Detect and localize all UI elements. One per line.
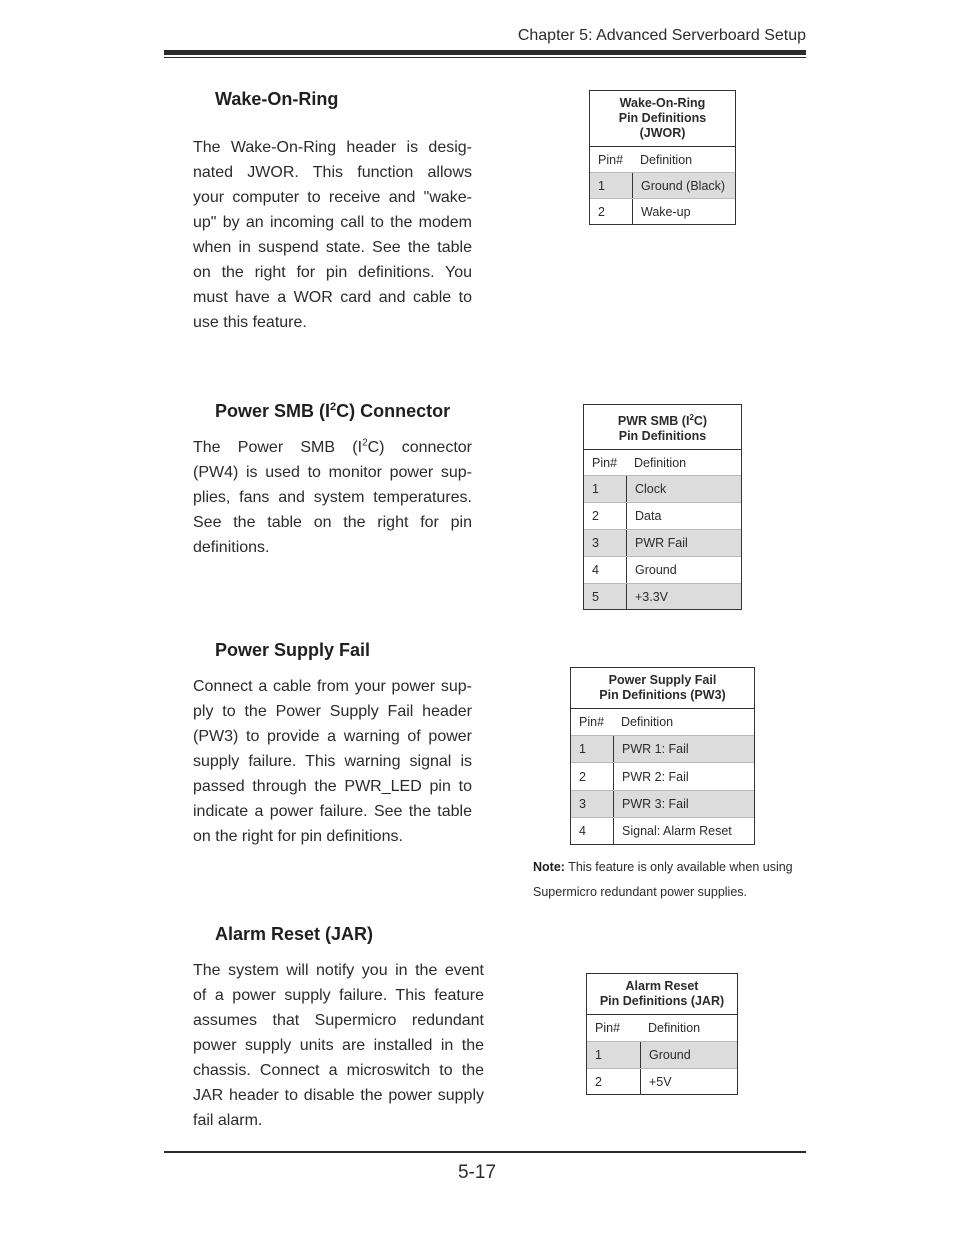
table-title-line: Pin Definitions xyxy=(618,111,707,125)
table-row xyxy=(584,475,741,502)
section-body-power-smb xyxy=(193,435,472,560)
body-line: The Wake-On-Ring header is desig- xyxy=(193,139,472,156)
pin-number: 3 xyxy=(592,536,599,551)
section-title-wake-on-ring: Wake-On-Ring xyxy=(215,89,339,109)
note-redundant-power xyxy=(533,855,823,905)
col-header-definition: Definition xyxy=(648,1021,701,1035)
body-part: The Power SMB (I xyxy=(193,439,363,456)
pin-definition: Ground (Black) xyxy=(632,173,725,198)
pin-number: 5 xyxy=(592,589,599,604)
body-line: chassis. Connect a microswitch to the xyxy=(193,1062,484,1079)
body-line: passed through the PWR_LED pin to xyxy=(193,778,472,795)
table-title-line: Pin Definitions xyxy=(618,429,707,444)
body-line: when in suspend state. See the table xyxy=(193,239,472,256)
page-number: 5-17 xyxy=(457,1162,497,1183)
pin-definition: Clock xyxy=(626,476,666,502)
pin-number: 4 xyxy=(579,824,586,838)
pin-number: 2 xyxy=(592,509,599,524)
table-title-line: Wake-On-Ring xyxy=(619,96,706,110)
body-line: nated JWOR. This function allows xyxy=(193,164,472,181)
table-row xyxy=(571,762,754,790)
table-row xyxy=(571,790,754,817)
body-line: (PW4) is used to monitor power sup- xyxy=(193,464,472,481)
table-row xyxy=(584,529,741,556)
body-line: JAR header to disable the power supply xyxy=(193,1087,484,1104)
header-rule-thick xyxy=(164,50,806,55)
table-row xyxy=(590,198,735,224)
pin-definition: Wake-up xyxy=(632,199,691,224)
body-line: power supply units are installed in the xyxy=(193,1037,484,1054)
table-title-line: Pin Definitions (JAR) xyxy=(599,994,725,1008)
body-line: Connect a cable from your power sup- xyxy=(193,678,472,695)
pin-table-jar xyxy=(586,973,738,1095)
section-title-power-supply-fail: Power Supply Fail xyxy=(215,640,371,660)
table-row xyxy=(587,1041,737,1068)
body-line: (PW3) to provide a warning of power xyxy=(193,728,472,745)
table-header-row xyxy=(587,1015,737,1041)
body-line: plies, fans and system temperatures. xyxy=(193,489,472,506)
body-line: The system will notify you in the event xyxy=(193,962,484,979)
table-row xyxy=(584,556,741,583)
pin-definition: PWR 2: Fail xyxy=(613,763,689,790)
body-line: on the right for pin definitions. You xyxy=(193,264,472,281)
title-part: Power SMB (I xyxy=(215,401,331,421)
col-header-pin: Pin# xyxy=(592,455,618,470)
chapter-header: Chapter 5: Advanced Serverboard Setup xyxy=(517,27,806,44)
col-header-definition: Definition xyxy=(634,455,687,470)
title-superscript: 2 xyxy=(689,413,694,422)
pin-definition: Signal: Alarm Reset xyxy=(613,818,732,844)
col-header-definition: Definition xyxy=(621,715,674,729)
note-line xyxy=(533,855,823,880)
pin-definition: Ground xyxy=(640,1042,691,1068)
title-part: C) Connector xyxy=(336,401,451,421)
table-title xyxy=(571,668,754,709)
pin-definition: +3.3V xyxy=(626,584,668,609)
table-title xyxy=(587,974,737,1015)
body-superscript: 2 xyxy=(362,437,368,449)
body-line: your computer to receive and "wake- xyxy=(193,189,472,206)
table-title-line xyxy=(586,410,739,429)
header-rule-thin xyxy=(164,57,806,58)
body-line: ply to the Power Supply Fail header xyxy=(193,703,472,720)
pin-definition: Data xyxy=(626,503,661,529)
table-title-line: Alarm Reset xyxy=(625,979,699,993)
table-row xyxy=(584,583,741,609)
body-line: assumes that Supermicro redundant xyxy=(193,1012,484,1029)
title-part: PWR SMB (I xyxy=(617,414,690,429)
section-body-power-supply-fail xyxy=(193,674,472,849)
body-line: of a power supply failure. This feature xyxy=(193,987,484,1004)
body-line: supply failure. This warning signal is xyxy=(193,753,472,770)
table-row xyxy=(571,735,754,762)
pin-definition: PWR Fail xyxy=(626,530,688,556)
title-superscript: 2 xyxy=(330,401,337,413)
table-row xyxy=(584,502,741,529)
title-part: C) xyxy=(693,414,708,429)
pin-table-pwr-smb xyxy=(583,404,742,610)
pin-number: 2 xyxy=(598,204,605,219)
note-label: Note: xyxy=(533,860,565,874)
pin-number: 1 xyxy=(592,482,599,497)
footer-rule xyxy=(164,1151,806,1153)
body-line: definitions. xyxy=(193,539,270,556)
body-line: See the table on the right for pin xyxy=(193,514,472,531)
pin-definition: PWR 1: Fail xyxy=(613,736,689,762)
body-line: up" by an incoming call to the modem xyxy=(193,214,472,231)
body-line: indicate a power failure. See the table xyxy=(193,803,472,820)
pin-number: 1 xyxy=(598,178,605,193)
table-title-line: (JWOR) xyxy=(639,126,686,140)
note-line: Supermicro redundant power supplies. xyxy=(533,885,748,899)
body-line: fail alarm. xyxy=(193,1112,263,1129)
section-body-alarm-reset xyxy=(193,958,484,1133)
body-line xyxy=(193,435,472,460)
table-row xyxy=(571,817,754,844)
pin-number: 3 xyxy=(579,797,586,811)
pin-number: 4 xyxy=(592,563,599,578)
pin-number: 2 xyxy=(579,769,586,784)
table-row xyxy=(587,1068,737,1094)
section-title-power-smb xyxy=(215,401,450,422)
table-header-row xyxy=(590,147,735,172)
pin-table-pw3 xyxy=(570,667,755,845)
pin-number: 2 xyxy=(595,1074,602,1089)
pin-definition: +5V xyxy=(640,1069,672,1094)
pin-table-jwor xyxy=(589,90,736,225)
body-line: on the right for pin definitions. xyxy=(193,828,403,845)
body-part: C) connector xyxy=(367,439,473,456)
body-line: must have a WOR card and cable to xyxy=(193,289,472,306)
table-header-row xyxy=(584,450,741,475)
table-header-row xyxy=(571,709,754,735)
table-row xyxy=(590,172,735,198)
col-header-definition: Definition xyxy=(640,152,693,167)
col-header-pin: Pin# xyxy=(579,715,605,729)
body-line: use this feature. xyxy=(193,314,307,331)
section-title-alarm-reset: Alarm Reset (JAR) xyxy=(215,924,374,944)
table-title-line: Power Supply Fail xyxy=(608,673,717,687)
col-header-pin: Pin# xyxy=(598,152,624,167)
col-header-pin: Pin# xyxy=(595,1021,621,1035)
table-title xyxy=(590,91,735,147)
pin-number: 1 xyxy=(579,742,586,756)
table-title xyxy=(584,405,741,450)
section-body-wake-on-ring xyxy=(193,135,472,335)
note-text: This feature is only available when using xyxy=(564,860,793,874)
pin-definition: Ground xyxy=(626,557,677,583)
pin-number: 1 xyxy=(595,1048,602,1062)
table-title-line: Pin Definitions (PW3) xyxy=(599,688,726,702)
pin-definition: PWR 3: Fail xyxy=(613,791,689,817)
